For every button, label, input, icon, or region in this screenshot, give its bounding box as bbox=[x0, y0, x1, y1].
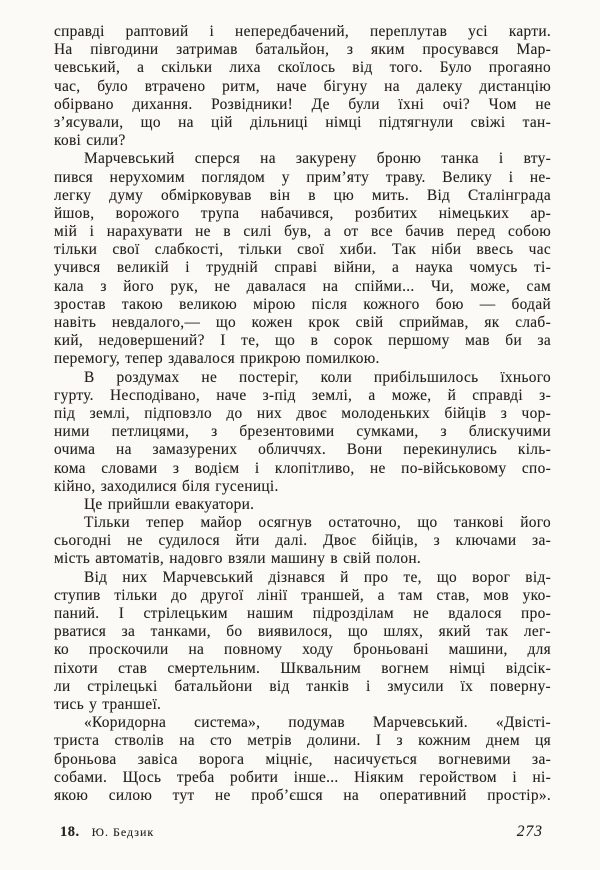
text-line: Від них Марчевський дізнався й про те, що ворог від- bbox=[84, 568, 551, 586]
text-line: кійно, заходилися біля гусениці. bbox=[54, 477, 279, 495]
text-line: ними петлицями, з брезентовими сумками, з блискучими bbox=[54, 423, 551, 441]
text-line: якою силою тут не проб’єшся на оперативний простір». bbox=[54, 786, 551, 804]
text-line: кові сили? bbox=[54, 132, 126, 150]
text-line: тільки свої слабкості, тільки свої хиби. Так ніби ввесь час bbox=[54, 241, 551, 259]
text-line: під землі, підповзло до них двоє молоденьких бійців з чор- bbox=[54, 404, 551, 422]
text-line: час, було втрачено ритм, наче бігуну на далеку дистанцію bbox=[54, 77, 551, 95]
text-line: тись у траншеї. bbox=[54, 695, 162, 713]
text-line: броньова завіса ворога міцніє, насичується вогневими за- bbox=[54, 750, 551, 768]
text-line: чевський, а скільки лиха скоїлось від того. Було прогаяно bbox=[54, 59, 551, 77]
text-line: триста стволів на сто метрів долини. І з кожним днем ця bbox=[54, 732, 551, 750]
text-line: йшов, ворожого трупа набачився, розбитих німецьких ар- bbox=[54, 204, 551, 222]
text-line: кома словами з водієм і клопітливо, не по-військовому спо- bbox=[54, 459, 551, 477]
text-line: зростав такою великою мірою після кожного бою — бодай bbox=[54, 295, 551, 313]
page-number: 273 bbox=[516, 823, 543, 840]
text-line: паний. І стрілецьким нашим підрозділам не вдалося про- bbox=[54, 605, 551, 622]
page-footer bbox=[60, 823, 543, 843]
text-line: навіть невдалого,— що кожен крок свій сприймав, як слаб- bbox=[54, 314, 551, 331]
text-line: кий, недовершений? І те, що в сорок першому мав би за bbox=[54, 332, 551, 350]
text-line: кала з його рук, не давалася на спійми... Чи, може, сам bbox=[54, 277, 551, 295]
text-line: гурту. Несподівано, наче з-під землі, а може, й справді з- bbox=[54, 386, 551, 404]
text-line: рватися за танками, бо виявилося, що шлях, який так лег- bbox=[54, 623, 551, 641]
text-line: ступив тільки до другої лінії траншей, а там став, мов уко- bbox=[54, 586, 551, 604]
text-line: В роздумах не постеріг, коли прибільшилось їхнього bbox=[84, 368, 551, 386]
text-line: перемогу, тепер здавалося прикрою помилкою. bbox=[54, 350, 380, 368]
text-line: з’ясували, що на цій дільниці німці підтягнули свіжі тан- bbox=[54, 113, 551, 131]
text-line: собами. Щось треба робити інше... Ніяким геройством і ні- bbox=[54, 768, 551, 786]
text-line: сьогодні не судилося йти далі. Двоє бійців, з ключами за- bbox=[54, 532, 551, 550]
text-line: мість автоматів, надовго взяли машину в свій полон. bbox=[54, 550, 422, 568]
text-line: мій і нарахувати не в силі був, а от все бачив перед собою bbox=[54, 223, 551, 241]
text-line: «Коридорна система», подумав Марчевський. «Двісті- bbox=[84, 714, 551, 732]
text-line: піхоти став смертельним. Шквальним вогнем німці відсік- bbox=[54, 659, 551, 677]
text-line: ли стрілецькі батальйони від танків і змусили їх поверну- bbox=[54, 677, 551, 695]
text-line: легку думу обмірковував він в цю мить. Від Сталінграда bbox=[54, 186, 551, 204]
text-line: обірвано дихання. Розвідники! Де були їхні очі? Чом не bbox=[54, 95, 551, 113]
text-line: Марчевський сперся на закурену броню танка і вту- bbox=[84, 150, 551, 168]
text-line: ко проскочили на повному ходу броньовані машини, для bbox=[54, 641, 551, 659]
body-text bbox=[54, 23, 551, 805]
text-line: учився великій і трудній справі війни, а наука чомусь ті- bbox=[54, 259, 551, 277]
text-line: На півгодини затримав батальйон, з яким просувався Мар- bbox=[54, 41, 551, 59]
author-name: Ю. Бедзик bbox=[91, 825, 155, 839]
text-line: справді раптовий і непередбачений, переплутав усі карти. bbox=[54, 23, 551, 40]
text-line: Це прийшли евакуатори. bbox=[84, 495, 255, 513]
text-line: очима на замазурених обличчях. Вони перекинулись кіль- bbox=[54, 441, 551, 459]
text-line: Тільки тепер майор осягнув остаточно, що танкові його bbox=[84, 514, 551, 532]
signature-number: 18. bbox=[60, 824, 80, 840]
text-line: пився нерухомим поглядом у прим’яту траву. Велику і не- bbox=[54, 168, 551, 186]
